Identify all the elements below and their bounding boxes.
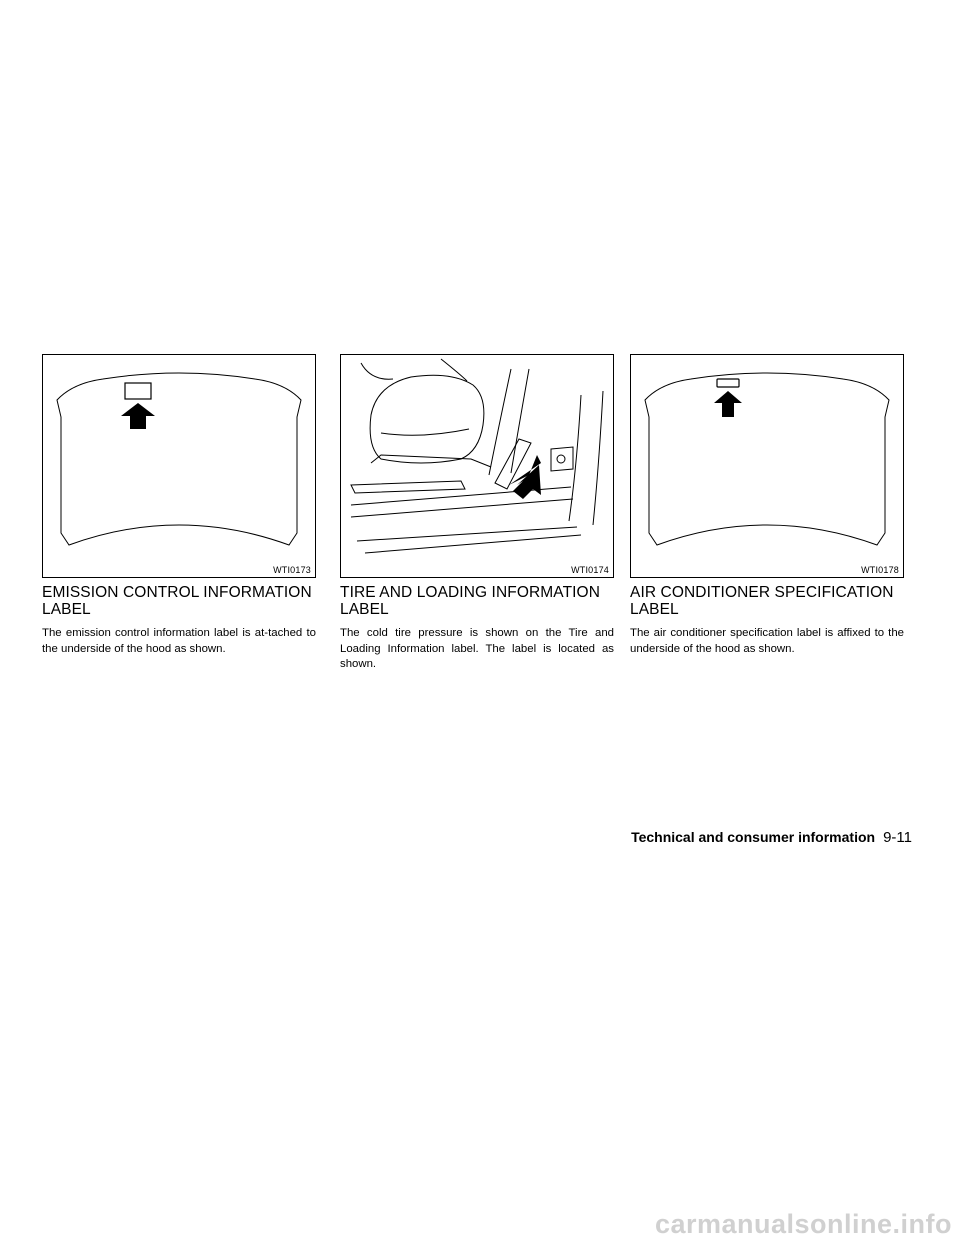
striker-plate	[551, 447, 573, 471]
watermark: carmanualsonline.info	[654, 1209, 952, 1239]
figure-id: WTI0178	[861, 565, 899, 575]
arrow-up-icon	[714, 391, 742, 417]
pillar-edge-2	[511, 369, 529, 473]
seat-rail	[371, 455, 491, 467]
seat-back-edge	[361, 363, 393, 379]
figure-id: WTI0174	[571, 565, 609, 575]
hood-emission-label-figure	[42, 354, 316, 578]
section-body: The cold tire pressure is shown on the Tire and Loading Information label. The label is located as shown.	[340, 627, 614, 670]
section-heading: EMISSION CONTROL INFORMATION LABEL	[42, 584, 312, 618]
arrow-up-icon	[121, 403, 155, 429]
sill-line-4	[365, 535, 581, 553]
hood-illustration	[43, 355, 315, 577]
label-marker	[717, 379, 739, 387]
section-heading: AIR CONDITIONER SPECIFICATION LABEL	[630, 584, 894, 618]
hood-illustration	[631, 355, 903, 577]
door-edge-2	[593, 391, 603, 525]
sill-line-3	[357, 527, 577, 541]
section-body: The air conditioner specification label is affixed to the underside of the hood as shown.	[630, 627, 904, 655]
seat-cushion	[370, 375, 484, 463]
seat-and-pillar-illustration	[341, 355, 613, 577]
figure-id: WTI0173	[273, 565, 311, 575]
section-heading: TIRE AND LOADING INFORMATION LABEL	[340, 584, 601, 618]
section-body: The emission control information label is at-tached to the underside of the hood as shown.	[42, 627, 316, 655]
hood-outline	[645, 373, 889, 545]
hood-outline	[57, 373, 301, 545]
label-marker	[125, 383, 151, 399]
tire-loading-label-section	[340, 354, 614, 673]
sill-line-2	[351, 499, 573, 517]
door-edge	[569, 395, 581, 521]
footer-section-title: Technical and consumer information	[631, 829, 876, 845]
door-pillar-tire-label-figure	[340, 354, 614, 578]
hood-ac-label-figure	[630, 354, 904, 578]
seat-crease	[381, 429, 469, 435]
ac-spec-label-section	[630, 354, 904, 657]
page-footer	[590, 829, 912, 846]
page-number: 9-11	[883, 829, 912, 846]
door-striker	[557, 455, 565, 463]
sill-plate	[351, 481, 465, 493]
emission-label-section	[42, 354, 316, 657]
